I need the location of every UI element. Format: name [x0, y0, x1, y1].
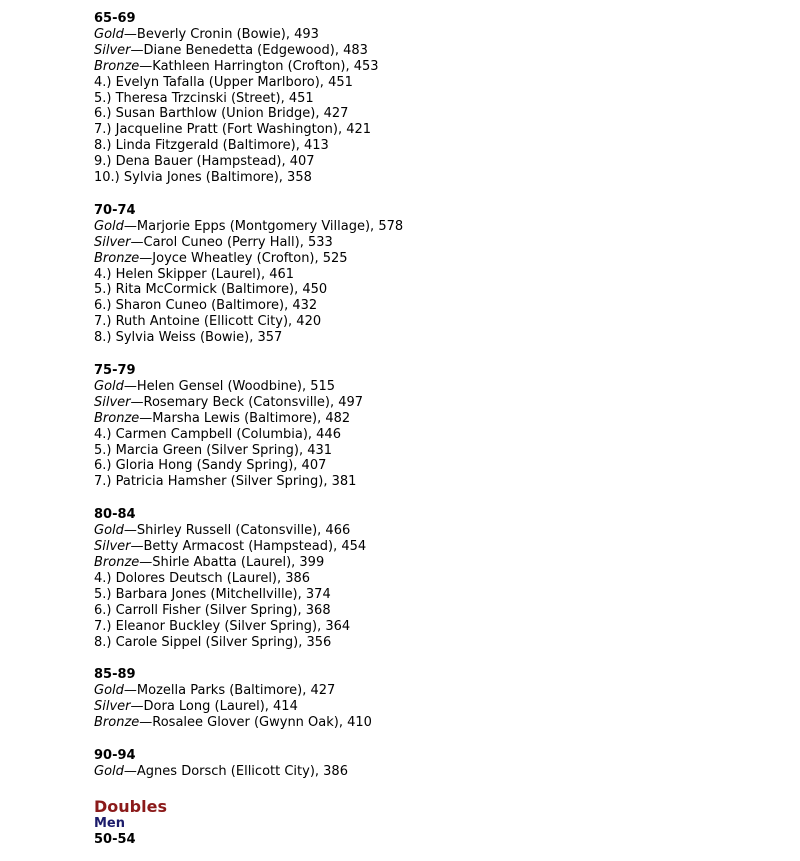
age-group-block	[94, 11, 784, 186]
result-text: 9.) Dena Bauer (Hampstead), 407	[94, 154, 315, 170]
result-text: 6.) Susan Barthlow (Union Bridge), 427	[94, 106, 349, 122]
result-entry	[94, 314, 784, 330]
result-entry	[94, 427, 784, 443]
doubles-section-title: Doubles	[94, 796, 167, 816]
results-page	[94, 11, 784, 848]
result-text: 8.) Carole Sippel (Silver Spring), 356	[94, 634, 332, 650]
age-group-heading: 50-54	[94, 831, 136, 847]
result-entry	[94, 443, 784, 459]
result-text: —Beverly Cronin (Bowie), 493	[123, 27, 319, 42]
result-entry	[94, 571, 784, 587]
result-entry	[94, 235, 784, 251]
age-group-heading: 85-89	[94, 667, 136, 683]
result-entry	[94, 267, 784, 283]
medal-label: Silver	[94, 42, 131, 58]
result-entry	[94, 619, 784, 635]
result-entry	[94, 122, 784, 138]
result-text: 5.) Barbara Jones (Mitchellville), 374	[94, 586, 331, 602]
result-text: —Mozella Parks (Baltimore), 427	[123, 683, 336, 699]
medal-label: Silver	[94, 699, 131, 715]
result-entry	[94, 458, 784, 474]
age-group-block	[94, 363, 784, 490]
result-entry	[94, 539, 784, 555]
result-entry	[94, 411, 784, 427]
result-text: —Shirley Russell (Catonsville), 466	[123, 523, 351, 539]
age-group-heading: 70-74	[94, 202, 136, 218]
result-text: —Diane Benedetta (Edgewood), 483	[130, 42, 368, 58]
result-text: 7.) Ruth Antoine (Ellicott City), 420	[94, 314, 322, 330]
medal-label: Bronze	[94, 58, 140, 74]
result-text: 7.) Jacqueline Pratt (Fort Washington), 421	[94, 122, 372, 138]
result-text: —Dora Long (Laurel), 414	[130, 699, 298, 715]
medal-label: Bronze	[94, 555, 140, 571]
medal-label: Gold	[94, 218, 124, 234]
result-entry	[94, 282, 784, 298]
age-group-list	[94, 11, 784, 780]
medal-label: Gold	[94, 379, 124, 395]
age-group-block	[94, 507, 784, 650]
result-entry	[94, 395, 784, 411]
medal-label: Silver	[94, 394, 131, 410]
result-text: —Joyce Wheatley (Crofton), 525	[139, 250, 348, 266]
result-text: 5.) Theresa Trzcinski (Street), 451	[94, 90, 314, 106]
result-text: —Helen Gensel (Woodbine), 515	[123, 379, 336, 395]
result-text: —Agnes Dorsch (Ellicott City), 386	[123, 764, 348, 780]
result-entry	[94, 715, 784, 731]
result-text: —Shirle Abatta (Laurel), 399	[139, 555, 325, 571]
result-text: 4.) Dolores Deutsch (Laurel), 386	[94, 570, 311, 586]
result-entry	[94, 170, 784, 186]
medal-label: Gold	[94, 764, 124, 780]
result-text: 4.) Carmen Campbell (Columbia), 446	[94, 426, 341, 442]
result-text: 5.) Rita McCormick (Baltimore), 450	[94, 282, 328, 298]
result-entry	[94, 635, 784, 651]
result-text: —Marsha Lewis (Baltimore), 482	[139, 410, 351, 426]
result-entry	[94, 59, 784, 75]
medal-label: Silver	[94, 539, 131, 555]
medal-label: Gold	[94, 683, 124, 699]
result-entry	[94, 699, 784, 715]
age-group-block	[94, 748, 784, 780]
age-group-heading: 90-94	[94, 748, 136, 764]
medal-label: Gold	[94, 523, 124, 539]
result-text: —Marjorie Epps (Montgomery Village), 578	[123, 218, 404, 234]
result-entry	[94, 587, 784, 603]
result-entry	[94, 764, 784, 780]
result-text: —Carol Cuneo (Perry Hall), 533	[130, 234, 333, 250]
result-text: —Rosalee Glover (Gwynn Oak), 410	[139, 715, 372, 731]
result-entry	[94, 219, 784, 235]
result-text: —Kathleen Harrington (Crofton), 453	[139, 58, 379, 74]
result-entry	[94, 27, 784, 43]
age-group-heading: 75-79	[94, 363, 136, 379]
result-entry	[94, 474, 784, 490]
medal-label: Bronze	[94, 715, 140, 731]
result-entry	[94, 75, 784, 91]
result-entry	[94, 138, 784, 154]
result-entry	[94, 555, 784, 571]
result-text: 7.) Eleanor Buckley (Silver Spring), 364	[94, 618, 351, 634]
result-text: 6.) Gloria Hong (Sandy Spring), 407	[94, 458, 327, 474]
age-group-heading: 65-69	[94, 11, 136, 26]
medal-label: Bronze	[94, 250, 140, 266]
result-entry	[94, 523, 784, 539]
result-entry	[94, 43, 784, 59]
doubles-men-subtitle: Men	[94, 815, 126, 831]
result-entry	[94, 603, 784, 619]
result-entry	[94, 91, 784, 107]
result-text: —Rosemary Beck (Catonsville), 497	[130, 394, 364, 410]
age-group-heading: 80-84	[94, 507, 136, 523]
result-entry	[94, 251, 784, 267]
result-text: 8.) Linda Fitzgerald (Baltimore), 413	[94, 138, 329, 154]
result-text: 4.) Evelyn Tafalla (Upper Marlboro), 451	[94, 74, 353, 90]
result-entry	[94, 330, 784, 346]
result-text: 4.) Helen Skipper (Laurel), 461	[94, 266, 295, 282]
result-entry	[94, 298, 784, 314]
medal-label: Bronze	[94, 410, 140, 426]
result-entry	[94, 683, 784, 699]
medal-label: Gold	[94, 27, 124, 42]
result-entry	[94, 154, 784, 170]
result-text: 8.) Sylvia Weiss (Bowie), 357	[94, 330, 283, 346]
age-group-block	[94, 203, 784, 346]
result-text: 6.) Sharon Cuneo (Baltimore), 432	[94, 298, 318, 314]
result-text: —Betty Armacost (Hampstead), 454	[130, 539, 367, 555]
result-text: 5.) Marcia Green (Silver Spring), 431	[94, 442, 333, 458]
result-text: 7.) Patricia Hamsher (Silver Spring), 381	[94, 474, 357, 490]
age-group-block	[94, 667, 784, 731]
result-entry	[94, 106, 784, 122]
result-entry	[94, 379, 784, 395]
medal-label: Silver	[94, 234, 131, 250]
result-text: 6.) Carroll Fisher (Silver Spring), 368	[94, 602, 331, 618]
result-text: 10.) Sylvia Jones (Baltimore), 358	[94, 170, 312, 186]
